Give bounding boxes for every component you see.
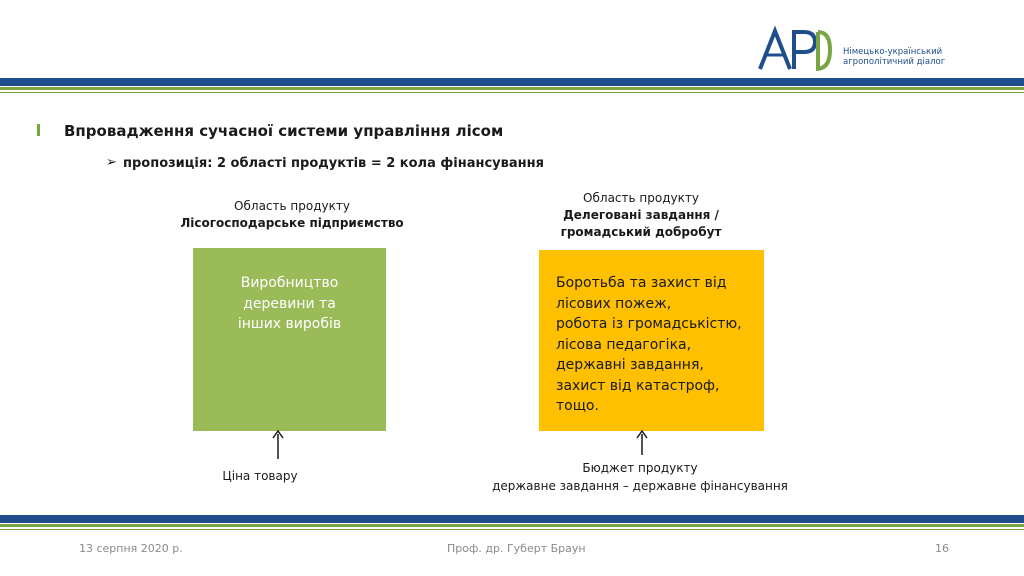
slide-subheading: пропозиція: 2 області продуктів = 2 кола фінансування (123, 156, 544, 171)
left-area-label: Область продукту (234, 199, 350, 213)
right-product-box (539, 250, 764, 431)
up-arrow-icon (636, 430, 648, 456)
left-box-line: інших виробів (237, 316, 342, 332)
right-box-line: лісових пожеж, (556, 295, 672, 312)
right-area-label: Область продукту (583, 191, 699, 205)
apd-logo-mark (758, 24, 838, 74)
left-product-box (193, 248, 386, 431)
right-box-line: Боротьба та захист від (556, 275, 727, 291)
page-number: 16 (935, 542, 949, 555)
bottom-stripe-green (0, 524, 1024, 527)
logo (758, 24, 948, 74)
left-area-title: Лісогосподарське підприємство (180, 216, 404, 230)
right-box-line: захист від катастроф, (556, 377, 720, 394)
right-bottom-line1: Бюджет продукту (582, 461, 698, 475)
right-bottom-line2: державне завдання – державне фінансування (492, 479, 788, 493)
right-bottom-label (480, 459, 800, 495)
logo-text-line1: Німецько-український (843, 47, 943, 57)
heading-bullet (37, 124, 40, 136)
logo-text-line2: агрополітичний діалог (843, 57, 946, 67)
top-stripe-thin (0, 92, 1024, 93)
right-area-title-line1: Делеговані завдання / (563, 208, 719, 222)
arrow-bullet-icon: ➢ (106, 155, 117, 170)
right-box-line: лісова педагогіка, (556, 336, 692, 353)
right-box-line: державні завдання, (556, 357, 704, 373)
left-area-caption (172, 198, 412, 232)
logo-text (843, 47, 945, 67)
right-area-caption (540, 190, 742, 241)
footer-date: 13 серпня 2020 р. (79, 542, 183, 555)
left-box-line: деревини та (243, 295, 336, 312)
left-box-line: Виробництво (240, 275, 339, 291)
slide-heading: Впровадження сучасної системи управління лісом (64, 122, 504, 140)
up-arrow-icon (272, 430, 284, 460)
right-box-line: тощо. (556, 398, 599, 414)
top-stripe-green (0, 87, 1024, 90)
top-stripe-blue (0, 78, 1024, 86)
right-area-title-line2: громадський добробут (560, 225, 722, 239)
footer-author: Проф. др. Губерт Браун (447, 542, 586, 555)
bottom-stripe-blue (0, 515, 1024, 523)
bottom-stripe-thin (0, 529, 1024, 530)
right-box-line: робота із громадськістю, (556, 316, 742, 332)
left-bottom-label: Ціна товару (222, 469, 298, 483)
